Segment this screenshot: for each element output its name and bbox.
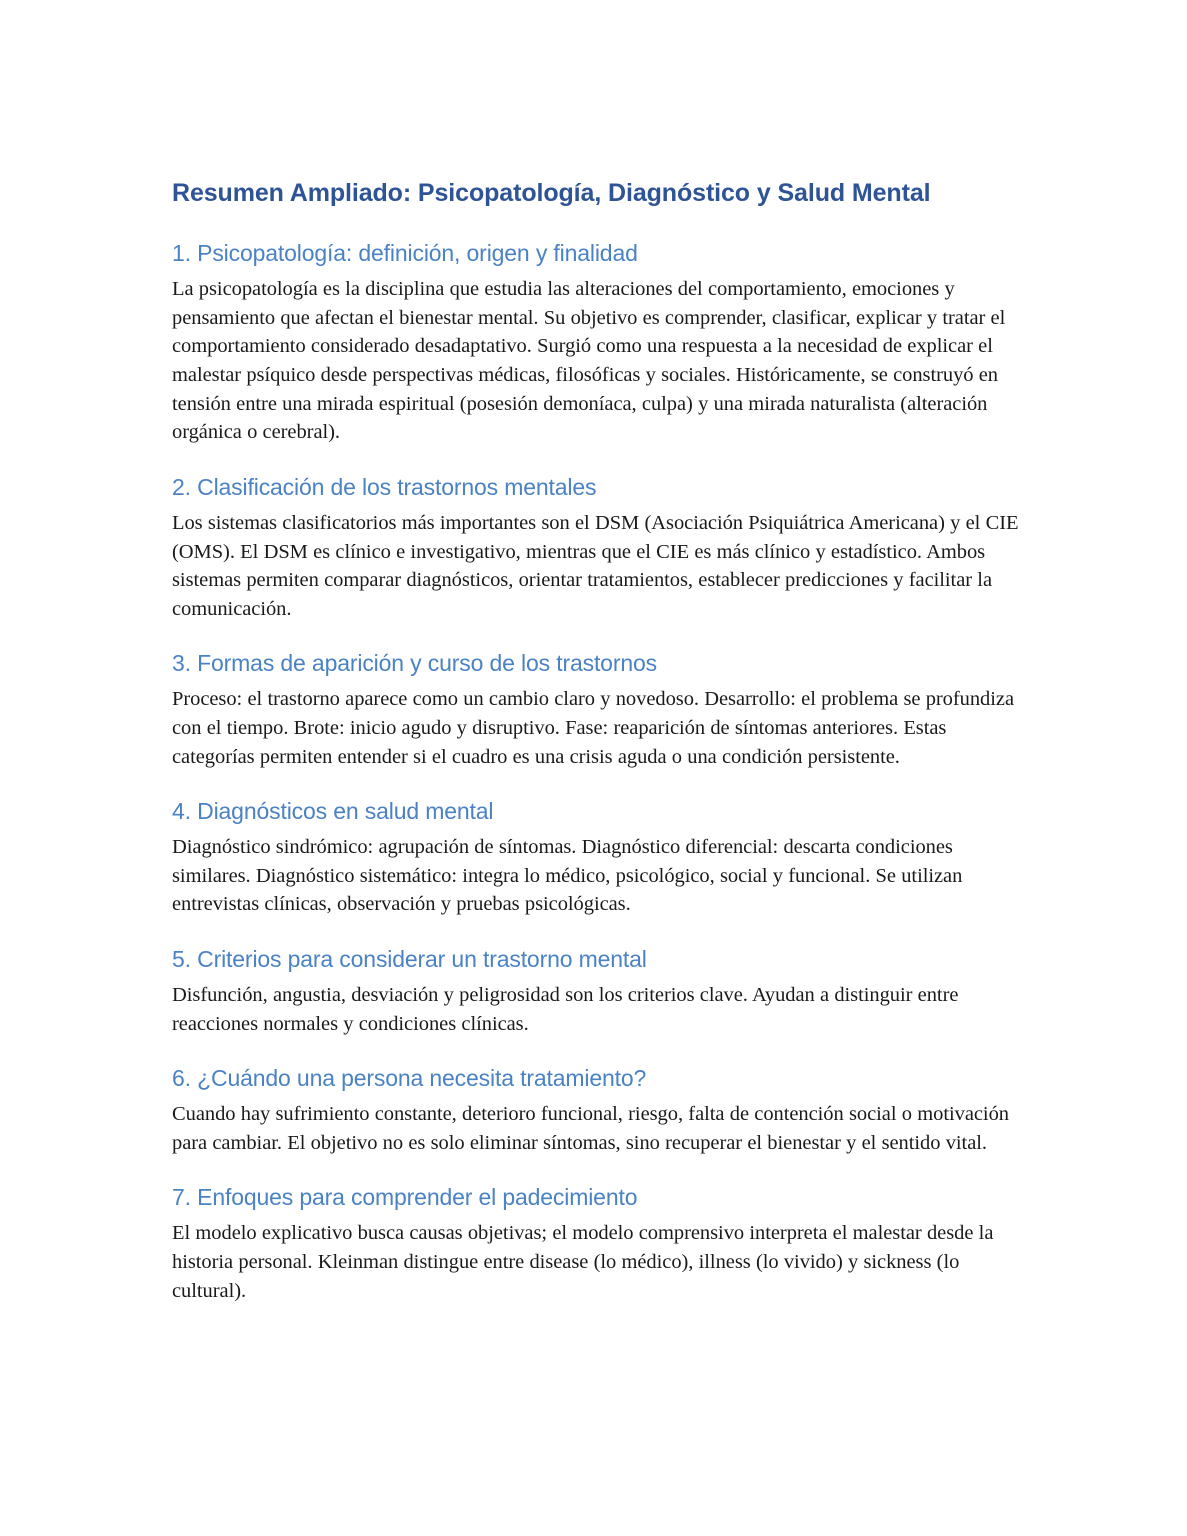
section-heading-7: 7. Enfoques para comprender el padecimiento xyxy=(172,1184,638,1211)
section-body-1: La psicopatología es la disciplina que estudia las alteraciones del comportamiento, emociones y pensamiento que afectan el bienestar mental. Su objetivo es comprender, clasificar, explicar y tratar el comportamiento considerado desadaptativo. Surgió como una respuesta a la necesidad de explicar el malestar psíquico desde perspectivas médicas, filosóficas y sociales. Históricamente, se construyó en tensión entre una mirada espiritual (posesión demoníaca, culpa) y una mirada naturalista (alteración orgánica o cerebral). xyxy=(172,278,1006,444)
section-body-3: Proceso: el trastorno aparece como un cambio claro y novedoso. Desarrollo: el problema se profundiza con el tiempo. Brote: inicio agudo y disruptivo. Fase: reaparición de síntomas anteriores. Estas categorías permiten entender si el cuadro es una crisis aguda o una condición persistente. xyxy=(172,688,1014,768)
section-heading-1: 1. Psicopatología: definición, origen y finalidad xyxy=(172,240,638,267)
section-body-7: El modelo explicativo busca causas objetivas; el modelo comprensivo interpreta el malestar desde la historia personal. Kleinman distingue entre disease (lo médico), illness (lo vivido) y sickness (lo cultural). xyxy=(172,1222,994,1302)
page-title: Resumen Ampliado: Psicopatología, Diagnóstico y Salud Mental xyxy=(172,179,931,207)
section-heading-5: 5. Criterios para considerar un trastorno mental xyxy=(172,945,647,972)
section-7 xyxy=(172,1183,1024,1305)
section-body-4: Diagnóstico sindrómico: agrupación de síntomas. Diagnóstico diferencial: descarta condiciones similares. Diagnóstico sistemático: integra lo médico, psicológico, social y funcional. Se utilizan entrevistas clínicas, observación y pruebas psicológicas. xyxy=(172,836,963,916)
section-4 xyxy=(172,797,1024,919)
document-content xyxy=(172,178,1024,1305)
section-heading-3: 3. Formas de aparición y curso de los trastornos xyxy=(172,650,657,677)
section-heading-6: 6. ¿Cuándo una persona necesita tratamiento? xyxy=(172,1065,647,1092)
section-3 xyxy=(172,649,1024,771)
section-heading-4: 4. Diagnósticos en salud mental xyxy=(172,798,494,825)
section-body-2: Los sistemas clasificatorios más importantes son el DSM (Asociación Psiquiátrica Americana) y el CIE (OMS). El DSM es clínico e investigativo, mientras que el CIE es más clínico y estadístico. Ambos sistemas permiten comparar diagnósticos, orientar tratamientos, establecer predicciones y facilitar la comunicación. xyxy=(172,511,1019,620)
section-1 xyxy=(172,239,1024,447)
section-5 xyxy=(172,945,1024,1038)
section-2 xyxy=(172,473,1024,623)
section-body-6: Cuando hay sufrimiento constante, deterioro funcional, riesgo, falta de contención social o motivación para cambiar. El objetivo no es solo eliminar síntomas, sino recuperar el bienestar y el sentido vital. xyxy=(172,1103,1009,1154)
section-heading-2: 2. Clasificación de los trastornos mentales xyxy=(172,473,597,500)
section-6 xyxy=(172,1064,1024,1157)
section-body-5: Disfunción, angustia, desviación y peligrosidad son los criterios clave. Ayudan a distinguir entre reacciones normales y condiciones clínicas. xyxy=(172,983,959,1035)
